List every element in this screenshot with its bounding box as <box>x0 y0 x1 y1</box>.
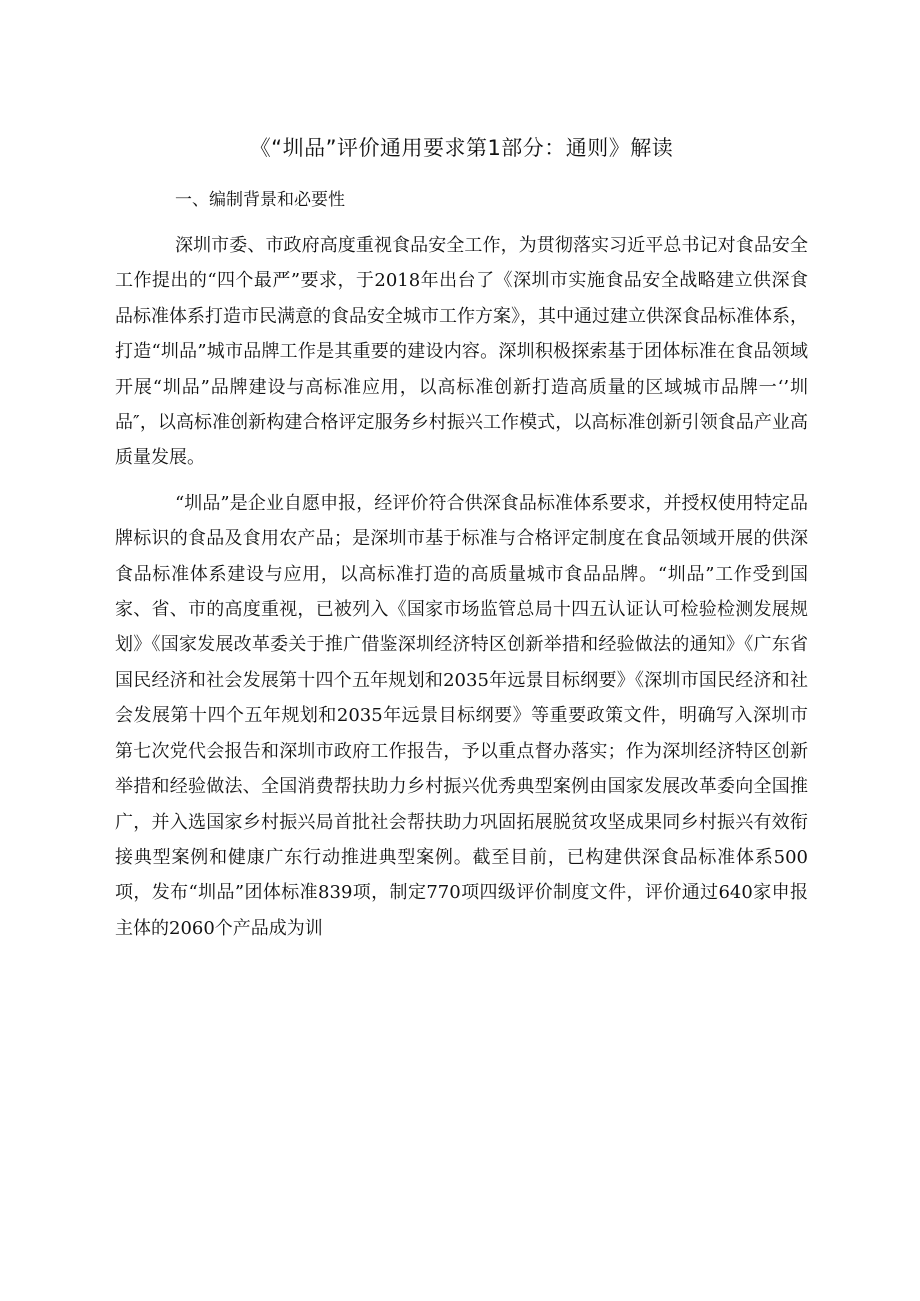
section-heading: 一、编制背景和必要性 <box>175 190 345 210</box>
body-paragraph-2: “圳品”是企业自愿申报，经评价符合供深食品标准体系要求，并授权使用特定品牌标识的食品及食用农产品；是深圳市基于标准与合格评定制度在食品领域开展的供深食品标准体系建设与应用，以高标准打造的高质量城市食品品牌。“圳品”工作受到国家、省、市的高度重视，已被列入《国家市场监管总局十四五认证认可检验检测发展规划》《国家发展改革委关于推广借鉴深圳经济特区创新举措和经验做法的通知》《广东省国民经济和社会发展第十四个五年规划和2035年远景目标纲要》《深圳市国民经济和社会发展第十四个五年规划和2035年远景目标纲要》等重要政策文件，明确写入深圳市第七次党代会报告和深圳市政府工作报告，予以重点督办落实；作为深圳经济特区创新举措和经验做法、全国消费帮扶助力乡村振兴优秀典型案例由国家发展改革委向全国推广，并入选国家乡村振兴局首批社会帮扶助力巩固拓展脱贫攻坚成果同乡村振兴有效衔接典型案例和健康广东行动推进典型案例。截至目前，已构建供深食品标准体系500项，发布“圳品”团体标准839项，制定770项四级评价制度文件，评价通过640家申报主体的2060个产品成为训 <box>115 492 808 939</box>
body-paragraph-1: 深圳市委、市政府高度重视食品安全工作，为贯彻落实习近平总书记对食品安全工作提出的“四个最严”要求，于2018年出台了《深圳市实施食品安全战略建立供深食品标准体系打造市民满意的食品安全城市工作方案》，其中通过建立供深食品标准体系，打造“圳品”城市品牌工作是其重要的建设内容。深圳积极探索基于团体标准在食品领域开展“圳品”品牌建设与高标准应用，以高标准创新打造高质量的区域城市品牌一‘’圳品″，以高标准创新构建合格评定服务乡村振兴工作模式，以高标准创新引领食品产业高质量发展。 <box>115 235 808 469</box>
document-title: 《“圳品”评价通用要求第1部分：通则》解读 <box>249 136 674 160</box>
